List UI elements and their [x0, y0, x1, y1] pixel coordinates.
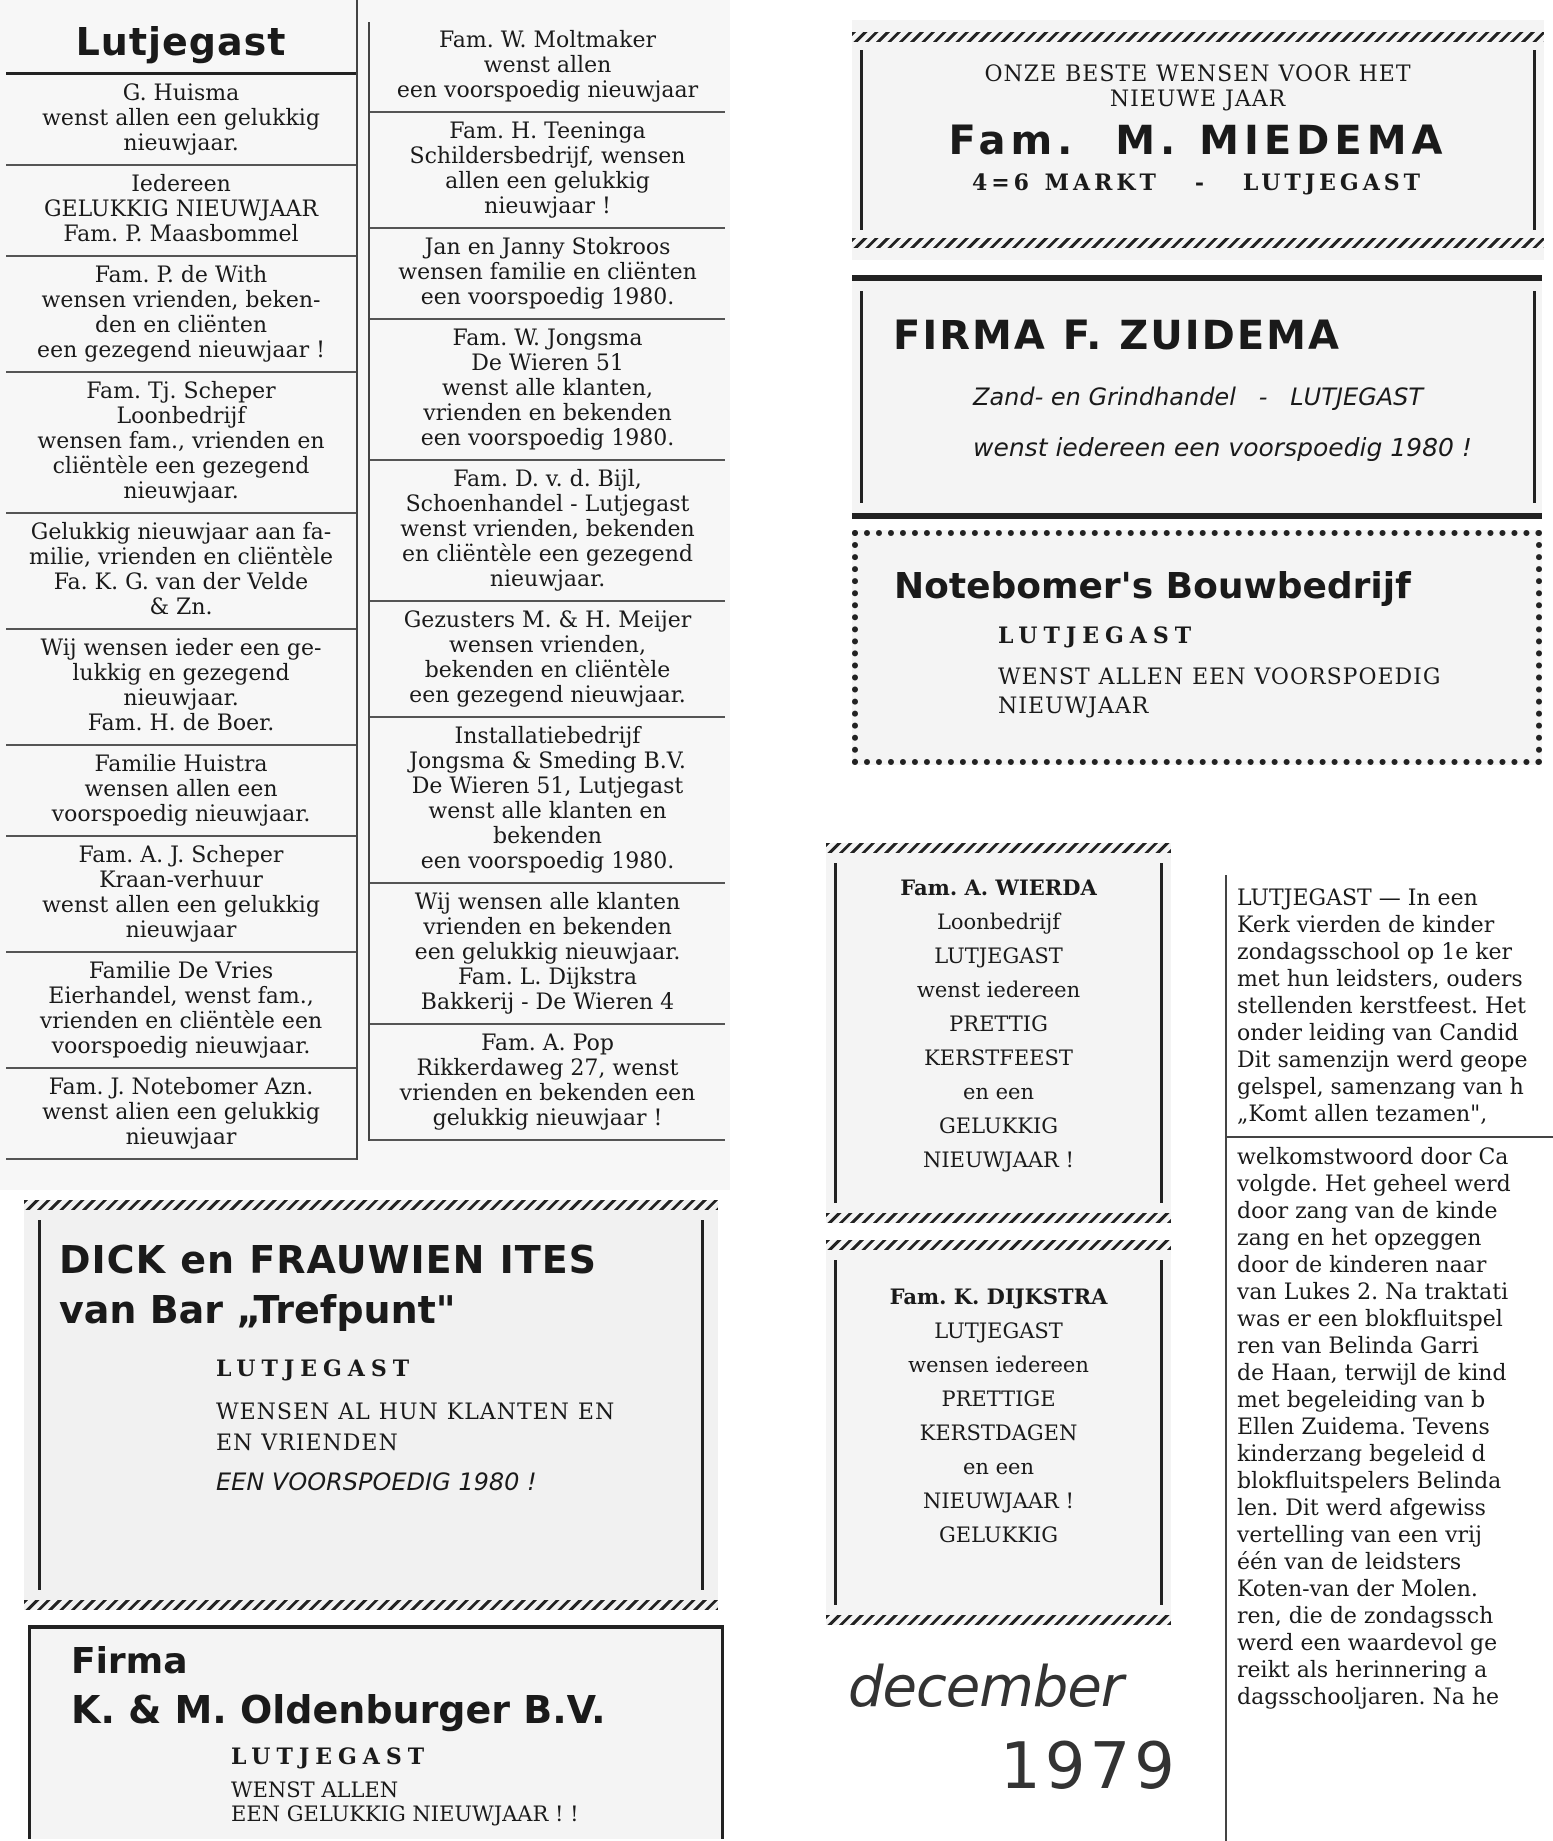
wish-line: De Wieren 51	[471, 351, 624, 376]
ad-notebomer-name: Notebomer's Bouwbedrijf	[894, 566, 1411, 607]
wish-line: Iedereen	[131, 172, 231, 197]
wish-line: nieuwjaar	[125, 918, 237, 943]
wish-line: vrienden en bekenden	[423, 401, 672, 426]
wish-line: een voorspoedig nieuwjaar	[396, 78, 699, 103]
wish-line: Fam. H. Teeninga	[449, 119, 646, 144]
wavy-border-top	[826, 843, 1171, 853]
article-line: Koten-van der Molen.	[1237, 1577, 1478, 1602]
wish-block	[370, 113, 725, 229]
wish-line: wensen vrienden, beken-	[41, 288, 321, 313]
ad-line: KERSTFEEST	[924, 1046, 1073, 1070]
wavy-border-bottom	[826, 1213, 1171, 1223]
ad-line: wensen iedereen	[908, 1353, 1089, 1377]
article-line: door de kinderen naar	[1237, 1253, 1487, 1278]
article-line: onder leiding van Candid	[1237, 1021, 1519, 1046]
wish-line: Fam. Tj. Scheper	[86, 379, 276, 404]
wish-line: wenst allen een gelukkig	[42, 106, 320, 131]
wish-line: Fam. P. Maasbommel	[63, 222, 299, 247]
handwritten-month: december	[848, 1655, 1123, 1720]
wish-line: Jongsma & Smeding B.V.	[409, 749, 686, 774]
wish-line: G. Huisma	[122, 81, 240, 106]
wish-block	[370, 884, 725, 1025]
wish-line: Fam. P. de With	[94, 263, 268, 288]
ad-notebomer-wish-1: WENST ALLEN EEN VOORSPOEDIG	[998, 665, 1442, 690]
wish-line: voorspoedig nieuwjaar.	[51, 1034, 311, 1059]
wish-block	[370, 229, 725, 320]
ad-zuidema	[852, 275, 1542, 519]
wish-block	[370, 602, 725, 718]
wish-line: vrienden en bekenden	[423, 915, 672, 940]
wish-line: en cliëntèle een gezegend	[402, 542, 693, 567]
wish-line: gelukkig nieuwjaar !	[432, 1106, 663, 1131]
article-line: Ellen Zuidema. Tevens	[1237, 1415, 1490, 1440]
article-line: werd een waardevol ge	[1237, 1631, 1498, 1656]
ad-ites-title-2: van Bar „Trefpunt"	[59, 1288, 456, 1332]
wish-line: nieuwjaar.	[123, 131, 239, 156]
ad-wierda	[826, 843, 1171, 1223]
article-line: len. Dit werd afgewiss	[1237, 1496, 1486, 1521]
wish-block	[6, 166, 356, 257]
article-line: ren, die de zondagssch	[1237, 1604, 1494, 1629]
wish-block	[6, 953, 356, 1069]
ad-line: PRETTIG	[949, 1012, 1048, 1036]
wish-line: nieuwjaar.	[123, 686, 239, 711]
wish-line: Schoenhandel - Lutjegast	[405, 492, 690, 517]
handwritten-year: 1979	[1000, 1730, 1179, 1804]
wish-line: voorspoedig nieuwjaar.	[51, 802, 311, 827]
wish-line: vrienden en cliëntèle een	[39, 1009, 323, 1034]
ad-ites-wish-3: EEN VOORSPOEDIG 1980 !	[216, 1468, 537, 1496]
wish-line: GELUKKIG NIEUWJAAR	[43, 197, 319, 222]
wish-line: Wij wensen ieder een ge-	[40, 636, 322, 661]
wish-line: een voorspoedig 1980.	[420, 426, 675, 451]
ad-oldenburger-place: LUTJEGAST	[231, 1744, 431, 1770]
wish-line: nieuwjaar	[125, 1125, 237, 1150]
ad-line: wenst iedereen	[916, 978, 1081, 1002]
article-line: blokfluitspelers Belinda	[1237, 1469, 1502, 1494]
ad-wierda-frame	[834, 863, 1163, 1203]
ad-line: PRETTIGE	[941, 1387, 1056, 1411]
ad-ites-wish-1: WENSEN AL HUN KLANTEN EN	[216, 1400, 616, 1425]
ad-ites-frame	[38, 1220, 704, 1590]
wish-line: bekenden	[493, 824, 602, 849]
wish-line: wenst alle klanten en	[428, 799, 667, 824]
wish-line: cliëntèle een gezegend	[52, 454, 310, 479]
wish-block	[6, 514, 356, 630]
ad-miedema-top-1: ONZE BESTE WENSEN VOOR HET	[984, 62, 1412, 87]
wish-line: Familie Huistra	[94, 752, 268, 777]
wish-line: een gelukkig nieuwjaar.	[414, 940, 681, 965]
wish-block	[6, 837, 356, 953]
article-divider	[1227, 1136, 1553, 1138]
wish-line: een voorspoedig 1980.	[420, 849, 675, 874]
wavy-border-bottom	[852, 238, 1544, 248]
wish-line: Installatiebedrijf	[454, 724, 641, 749]
article-line: volgde. Het geheel werd	[1237, 1172, 1511, 1197]
article-line: met begeleiding van b	[1237, 1388, 1486, 1413]
wish-block	[6, 257, 356, 373]
wish-line: allen een gelukkig	[445, 169, 650, 194]
ad-name: Fam. K. DIJKSTRA	[889, 1284, 1108, 1309]
wish-block	[370, 1025, 725, 1141]
article-line: van Lukes 2. Na traktati	[1237, 1280, 1509, 1305]
wish-line: nieuwjaar.	[123, 479, 239, 504]
wish-block	[6, 630, 356, 746]
ad-name: Fam. A. WIERDA	[900, 875, 1097, 900]
article-line: door zang van de kinde	[1237, 1199, 1498, 1224]
wish-line: vrienden en bekenden een	[399, 1081, 696, 1106]
left-ad-section	[0, 0, 730, 1190]
article-line: „Komt allen tezamen",	[1237, 1102, 1488, 1127]
wish-line: Fam. A. J. Scheper	[78, 843, 284, 868]
ad-miedema-top-2: NIEUWE JAAR	[1109, 87, 1287, 112]
ad-dijkstra	[826, 1240, 1171, 1625]
ad-line: en een	[962, 1080, 1034, 1104]
wish-line: wenst allen	[483, 53, 612, 78]
wish-line: een gezegend nieuwjaar.	[409, 683, 686, 708]
wish-line: Gezusters M. & H. Meijer	[403, 608, 692, 633]
ad-dijkstra-frame	[834, 1260, 1163, 1605]
article-part-2	[1237, 1144, 1553, 1711]
ad-ites-place: LUTJEGAST	[216, 1356, 416, 1382]
ad-miedema	[852, 20, 1544, 260]
ad-zuidema-line-2: wenst iedereen een voorspoedig 1980 !	[973, 433, 1472, 462]
wish-line: Gelukkig nieuwjaar aan fa-	[30, 520, 332, 545]
article-line: welkomstwoord door Ca	[1237, 1145, 1509, 1170]
wish-line: Wij wensen alle klanten	[414, 890, 681, 915]
ad-oldenburger	[28, 1625, 724, 1839]
article-line: stellenden kerstfeest. Het	[1237, 994, 1527, 1019]
wish-line: Fam. L. Dijkstra	[458, 965, 637, 990]
article-line: vertelling van een vrij	[1237, 1523, 1482, 1548]
ad-miedema-frame	[860, 50, 1536, 230]
article-part-1	[1237, 875, 1553, 1128]
wavy-border-bottom	[826, 1615, 1171, 1625]
wish-line: Fam. W. Jongsma	[452, 326, 643, 351]
ad-line: Loonbedrijf	[936, 910, 1061, 934]
wish-line: Familie De Vries	[88, 959, 274, 984]
ad-oldenburger-title-2: K. & M. Oldenburger B.V.	[71, 1688, 606, 1732]
article-line: Kerk vierden de kinder	[1237, 913, 1495, 938]
wish-line: nieuwjaar.	[489, 567, 606, 592]
article-line: Dit samenzijn werd geope	[1237, 1048, 1528, 1073]
ad-line: KERSTDAGEN	[919, 1421, 1078, 1445]
wish-line: Bakkerij - De Wieren 4	[420, 990, 675, 1015]
wish-block	[370, 320, 725, 461]
ad-ites-title-1: DICK en FRAUWIEN ITES	[59, 1238, 598, 1282]
ad-line: LUTJEGAST	[934, 944, 1063, 968]
ad-line: LUTJEGAST	[934, 1319, 1063, 1343]
wish-line: milie, vrienden en cliëntèle	[28, 545, 334, 570]
wish-block	[370, 22, 725, 113]
wish-line: een voorspoedig 1980.	[420, 285, 675, 310]
wavy-border-top	[24, 1200, 718, 1210]
ad-line: NIEUWJAAR !	[923, 1489, 1074, 1513]
wish-line: wensen fam., vrienden en	[37, 429, 325, 454]
ad-oldenburger-wish-2: EEN GELUKKIG NIEUWJAAR ! !	[231, 1802, 579, 1826]
article-line: kinderzang begeleid d	[1237, 1442, 1486, 1467]
ad-line: NIEUWJAAR !	[923, 1148, 1074, 1172]
wish-line: wenst alle klanten,	[441, 376, 654, 401]
wish-line: De Wieren 51, Lutjegast	[411, 774, 684, 799]
col-2	[368, 22, 725, 1141]
wish-line: & Zn.	[149, 595, 213, 620]
wish-line: Fam. W. Moltmaker	[439, 28, 656, 53]
section-heading: Lutjegast	[6, 0, 356, 75]
ad-ites-wish-2: EN VRIENDEN	[216, 1431, 399, 1456]
article-line: gelspel, samenzang van h	[1237, 1075, 1524, 1100]
wish-block	[6, 75, 356, 166]
wish-list	[6, 75, 356, 1160]
wish-line: Eierhandel, wenst fam.,	[48, 984, 314, 1009]
wish-line: wenst vrienden, bekenden	[400, 517, 695, 542]
wish-line: Kraan-verhuur	[99, 868, 263, 893]
ad-notebomer	[852, 530, 1542, 765]
wish-line: wensen familie en cliënten	[398, 260, 697, 285]
article-line: reikt als herinnering a	[1237, 1658, 1488, 1683]
article-line: één van de leidsters	[1237, 1550, 1462, 1575]
ad-zuidema-name: FIRMA F. ZUIDEMA	[893, 313, 1341, 359]
wish-line: wenst allen een gelukkig	[42, 893, 320, 918]
ad-oldenburger-title-1: Firma	[71, 1641, 188, 1682]
ad-line: GELUKKIG	[938, 1114, 1059, 1138]
wish-block	[370, 718, 725, 884]
col-1	[6, 0, 358, 1160]
ad-zuidema-frame	[860, 291, 1536, 503]
article-line: met hun leidsters, ouders	[1237, 967, 1523, 992]
wavy-border-bottom	[24, 1600, 718, 1610]
article-line: was er een blokfluitspel	[1237, 1307, 1503, 1332]
ad-ites	[24, 1200, 718, 1610]
ad-line: GELUKKIG	[938, 1523, 1059, 1547]
article-line: zang en het opzeggen	[1237, 1226, 1482, 1251]
article-line: zondagsschool op 1e ker	[1237, 940, 1513, 965]
wish-line: Loonbedrijf	[116, 404, 246, 429]
wish-block	[370, 461, 725, 602]
article	[1225, 875, 1553, 1841]
ad-miedema-name: Fam. M. MIEDEMA	[948, 118, 1448, 164]
wish-line: wenst alien een gelukkig	[42, 1100, 320, 1125]
wish-line: den en cliënten	[94, 313, 268, 338]
wish-line: Fa. K. G. van der Velde	[53, 570, 309, 595]
wish-line: nieuwjaar !	[484, 194, 611, 219]
wish-line: lukkig en gezegend	[72, 661, 290, 686]
ad-miedema-address: 4=6 MARKT - LUTJEGAST	[971, 170, 1425, 196]
wish-block	[6, 373, 356, 514]
wish-line: bekenden en cliëntèle	[424, 658, 671, 683]
wavy-border-top	[852, 32, 1544, 42]
ad-oldenburger-wish-1: WENST ALLEN	[231, 1778, 399, 1802]
ad-notebomer-wish-2: NIEUWJAAR	[998, 694, 1150, 719]
wish-line: Fam. D. v. d. Bijl,	[453, 467, 642, 492]
wish-line: Fam. H. de Boer.	[87, 711, 275, 736]
wish-block	[6, 746, 356, 837]
wavy-border-top	[826, 1240, 1171, 1250]
wish-block	[6, 1069, 356, 1160]
wish-line: een gezegend nieuwjaar !	[37, 338, 325, 363]
article-line: ren van Belinda Garri	[1237, 1334, 1479, 1359]
wish-line: Schildersbedrijf, wensen	[409, 144, 686, 169]
wish-line: Rikkerdaweg 27, wenst	[416, 1056, 679, 1081]
wish-line: wensen vrienden,	[449, 633, 646, 658]
wish-list	[370, 22, 725, 1141]
wish-line: Jan en Janny Stokroos	[424, 235, 671, 260]
ad-notebomer-place: LUTJEGAST	[998, 623, 1198, 649]
article-line: de Haan, terwijl de kind	[1237, 1361, 1507, 1386]
article-line: dagsschooljaren. Na he	[1237, 1685, 1500, 1710]
article-line: LUTJEGAST — In een	[1237, 886, 1478, 911]
wish-line: Fam. J. Notebomer Azn.	[48, 1075, 314, 1100]
ad-zuidema-line-1: Zand- en Grindhandel - LUTJEGAST	[973, 383, 1424, 411]
ad-line: en een	[962, 1455, 1034, 1479]
wish-line: wensen allen een	[84, 777, 278, 802]
wish-line: Fam. A. Pop	[481, 1031, 614, 1056]
